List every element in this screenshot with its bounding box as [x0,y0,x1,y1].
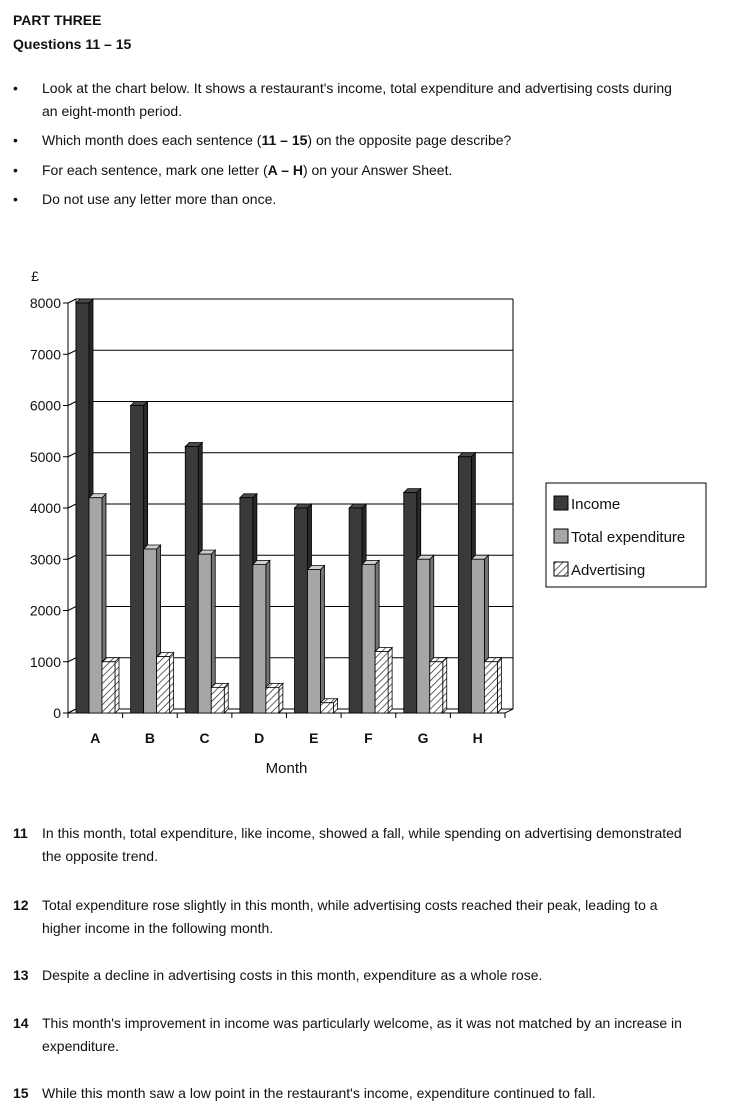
question-number: 11 [13,825,28,841]
bar-front [76,303,89,713]
bar-advertising [211,683,228,713]
x-tick-label: B [144,730,155,746]
question-item [13,822,713,868]
bar-front [308,570,321,714]
bar-side [224,683,228,713]
bullet-marker: • [13,162,18,178]
bar-front [253,564,266,713]
instruction-item [13,129,713,152]
legend-swatch [554,496,568,510]
bar-front [240,498,253,713]
legend-label: Advertising [571,562,646,579]
bar-total-expenditure [308,566,325,714]
bar-chart [0,255,730,795]
question-number: 14 [13,1015,29,1031]
question-number: 12 [13,897,29,913]
bar-front [375,652,388,714]
bar-front [198,554,211,713]
bullet-marker: • [13,132,18,148]
x-tick-label: H [472,730,483,746]
bar-advertising [266,683,283,713]
bar-side [497,658,501,713]
questions-range: Questions 11 – 15 [13,36,132,52]
y-axis-label: £ [31,268,39,284]
bar-front [157,657,170,713]
bar-front [266,687,279,713]
gridline-side [68,504,76,508]
bar-side [115,658,119,713]
bar-advertising [321,699,338,713]
gridline-side [68,402,76,406]
instruction-text: For each sentence, mark one letter (A – H) on your Answer Sheet. [42,162,453,178]
question-text: While this month saw a low point in the restaurant's income, expenditure continued to fall. [42,1085,596,1101]
legend-label: Total expenditure [571,529,686,546]
question-text: Total expenditure rose slightly in this month, while advertising costs reached their peak, leading to a higher income in the following month. [42,897,658,936]
instruction-item [13,77,713,123]
y-tick-label: 0 [53,705,61,721]
question-text: Despite a decline in advertising costs in this month, expenditure as a whole rose. [42,967,543,983]
bar-advertising [157,653,174,713]
x-tick-label: E [309,730,319,746]
part-title: PART THREE [13,12,102,28]
legend-label: Income [571,496,621,513]
y-tick-label: 3000 [29,551,61,568]
bar-advertising [375,648,392,714]
x-tick-label: D [254,730,265,746]
question-item [13,1082,713,1105]
question-item [13,894,713,940]
bar-advertising [102,658,119,713]
bar-front [430,662,443,713]
legend-swatch [554,562,568,576]
gridline-side [68,453,76,457]
bar-front [131,406,144,714]
instruction-text: Do not use any letter more than once. [42,191,277,207]
bar-advertising [430,658,447,713]
bar-front [89,498,102,713]
question-item [13,1012,713,1058]
question-text: This month's improvement in income was particularly welcome, as it was not matched by an increase in expenditure. [42,1015,682,1054]
instruction-item [13,159,713,182]
y-tick-label: 6000 [29,397,61,414]
question-number: 13 [13,967,29,983]
gridline-side [68,299,76,303]
bar-side [388,648,392,714]
y-tick-label: 4000 [29,500,61,516]
instruction-text: Look at the chart below. It shows a restaurant's income, total expenditure and advertising costs during an eight-month period. [42,80,672,119]
bar-side [170,653,174,713]
bar-front [321,703,334,713]
bar-side [321,566,325,714]
bar-front [417,559,430,713]
bar-front [458,457,471,713]
x-tick-label: G [417,730,429,746]
x-tick-label: C [199,730,210,746]
y-tick-label: 2000 [29,602,61,619]
y-tick-label: 5000 [29,448,61,465]
bar-front [102,662,115,713]
instruction-text: Which month does each sentence (11 – 15) on the opposite page describe? [42,132,512,148]
question-number: 15 [13,1085,29,1101]
bullet-marker: • [13,191,18,207]
gridline-side [68,607,76,611]
bar-front [185,447,198,714]
bar-front [211,687,224,713]
gridline-side [68,350,76,354]
bar-front [404,493,417,713]
bar-front [471,559,484,713]
bar-advertising [484,658,501,713]
bar-front [349,508,362,713]
y-tick-label: 7000 [29,346,61,363]
bar-side [443,658,447,713]
bar-front [362,564,375,713]
y-tick-label: 8000 [29,295,61,311]
gridline-side [68,555,76,559]
legend-swatch [554,529,568,543]
bar-front [295,508,308,713]
x-tick-label: A [90,730,101,746]
question-text: In this month, total expenditure, like income, showed a fall, while spending on advertising demonstrated the opposite trend. [42,825,682,864]
bar-side [279,683,283,713]
bar-front [144,549,157,713]
question-item [13,964,713,987]
bar-front [484,662,497,713]
y-tick-label: 1000 [29,653,61,670]
x-axis-label: Month [265,760,308,777]
bullet-marker: • [13,80,18,96]
instruction-item [13,188,713,211]
gridline-side [68,658,76,662]
x-tick-label: F [364,730,373,746]
